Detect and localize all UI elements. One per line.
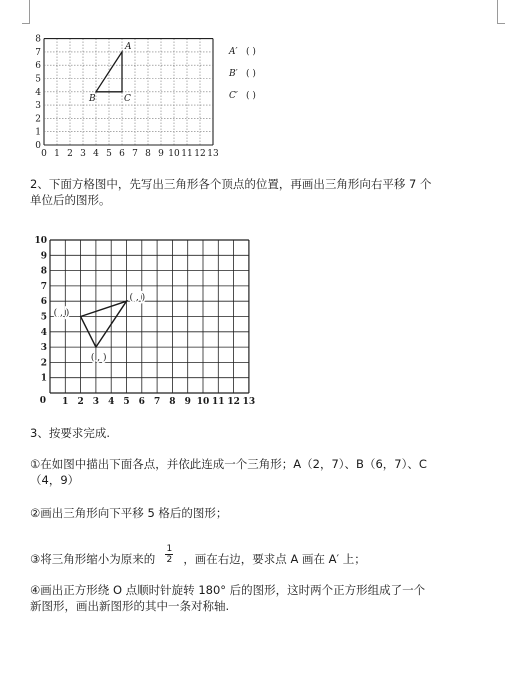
- grid1-x-tick-label: 11: [181, 149, 193, 159]
- grid1-y-tick-label: 8: [35, 34, 41, 45]
- grid2-x-tick-label: 8: [169, 397, 176, 407]
- grid2-y-tick-label: 9: [40, 251, 47, 262]
- grid1-x-tick-label: 6: [119, 149, 125, 159]
- question-3-item-4-line-1: ④画出正方形绕 O 点顺时针旋转 180° 后的图形，这时两个正方形组成了一个: [30, 583, 426, 597]
- grid2-y-tick-label: 3: [40, 343, 47, 354]
- fraction-denominator: 2: [166, 555, 173, 565]
- grid1-vertex-label: C: [124, 93, 131, 104]
- question-3-title: 3、按要求完成.: [30, 426, 110, 440]
- question-2-line-2: 单位后的图形。: [30, 193, 111, 207]
- question-3-item-1-line-1: ①在如图中描出下面各点，并依此连成一个三角形；A（2，7）、B（6，7）、C: [30, 457, 427, 471]
- grid2-y-tick-label: 1: [40, 373, 47, 384]
- grid1-x-tick-label: 1: [54, 149, 60, 159]
- grid2-y-tick-label: 2: [40, 358, 47, 369]
- question-3-item-2: ②画出三角形向下平移 5 格后的图形；: [30, 506, 228, 520]
- grid2-vertex-blank: ( , ): [129, 293, 146, 304]
- grid2-y-tick-label: 8: [40, 266, 47, 277]
- grid1-answer-label: C′: [229, 91, 238, 101]
- grid2-x-tick-label: 9: [184, 397, 191, 407]
- question-3-item-4-line-2: 新图形，画出新图形的其中一条对称轴.: [30, 599, 230, 613]
- grid2-x-tick-label: 3: [92, 397, 100, 407]
- grid2-y-tick-label: 10: [34, 236, 47, 246]
- grid2-x-tick-label: 2: [77, 397, 84, 407]
- grid2-x-tick-label: 6: [138, 397, 145, 407]
- fraction-numerator: 1: [166, 544, 173, 554]
- grid2-x-tick-label: 11: [212, 397, 225, 407]
- grid1-x-tick-label: 12: [194, 149, 206, 159]
- grid2-x-tick-label: 12: [227, 397, 240, 407]
- grid1-x-tick-label: 9: [158, 149, 164, 159]
- grid2-x-tick-label: 5: [123, 397, 130, 407]
- grid2-origin-label: 0: [39, 396, 46, 406]
- question-3-item-3: [30, 544, 490, 569]
- grid2-y-tick-label: 7: [40, 281, 47, 292]
- question-3-item-3-suffix: ，画在右边，要求点 A 画在 A′ 上；: [183, 551, 366, 566]
- grid1-answer-blank: ( ): [246, 69, 256, 79]
- grid1-y-tick-label: 1: [35, 127, 41, 138]
- grid1-x-tick-label: 10: [168, 149, 180, 159]
- question-2-line-1: 2、下面方格图中，先写出三角形各个顶点的位置，再画出三角形向右平移 7 个: [30, 177, 432, 191]
- grid2-x-tick-label: 4: [108, 397, 115, 407]
- grid2-vertex-blank: ( , ): [90, 353, 107, 364]
- grid1-answer-blank: ( ): [246, 47, 256, 57]
- grid2-x-tick-label: 1: [62, 397, 69, 407]
- grid1-x-tick-label: 13: [207, 149, 219, 159]
- question-3-item-4: [30, 582, 490, 614]
- grid1-y-tick-label: 5: [35, 74, 41, 85]
- question-3-item-1-line-2: （4，9）: [30, 473, 80, 487]
- grid1-x-tick-label: 4: [93, 149, 99, 159]
- grid1-x-tick-label: 2: [67, 149, 73, 159]
- grid1-vertex-label: A: [125, 41, 132, 52]
- grid1-answer-label: A′: [229, 47, 238, 57]
- grid1-x-tick-label: 0: [41, 149, 47, 159]
- grid1-x-tick-label: 5: [106, 149, 112, 159]
- grid1-y-tick-label: 4: [35, 87, 41, 98]
- grid1-answer-blank: ( ): [246, 91, 256, 101]
- grid1-y-tick-label: 6: [35, 61, 41, 72]
- question-3-item-1: [30, 456, 490, 488]
- grid2-y-tick-label: 4: [40, 327, 47, 338]
- grid1-y-tick-label: 2: [35, 114, 41, 125]
- grid1-y-tick-label: 7: [35, 47, 41, 58]
- grid2-x-tick-label: 10: [196, 397, 210, 407]
- fraction-one-half: [165, 544, 173, 565]
- question-3-item-3-prefix: ③将三角形缩小为原来的: [30, 551, 156, 566]
- grid1-x-tick-label: 8: [145, 149, 151, 159]
- grid1-x-tick-label: 3: [80, 149, 86, 159]
- grid2-vertex-blank: ( , ): [53, 308, 70, 319]
- grid1-y-tick-label: 0: [35, 141, 41, 151]
- grid1-y-tick-label: 3: [35, 101, 41, 112]
- grid1-answer-label: B′: [229, 69, 238, 79]
- grid1-x-tick-label: 7: [132, 149, 138, 159]
- grid2-x-tick-label: 13: [242, 397, 256, 407]
- grid1-vertex-label: B: [89, 93, 96, 104]
- grid2-x-tick-label: 7: [153, 397, 161, 407]
- grid2-triangle: [81, 301, 127, 347]
- grid2-y-tick-label: 6: [40, 297, 47, 308]
- grid2-y-tick-label: 5: [40, 312, 47, 323]
